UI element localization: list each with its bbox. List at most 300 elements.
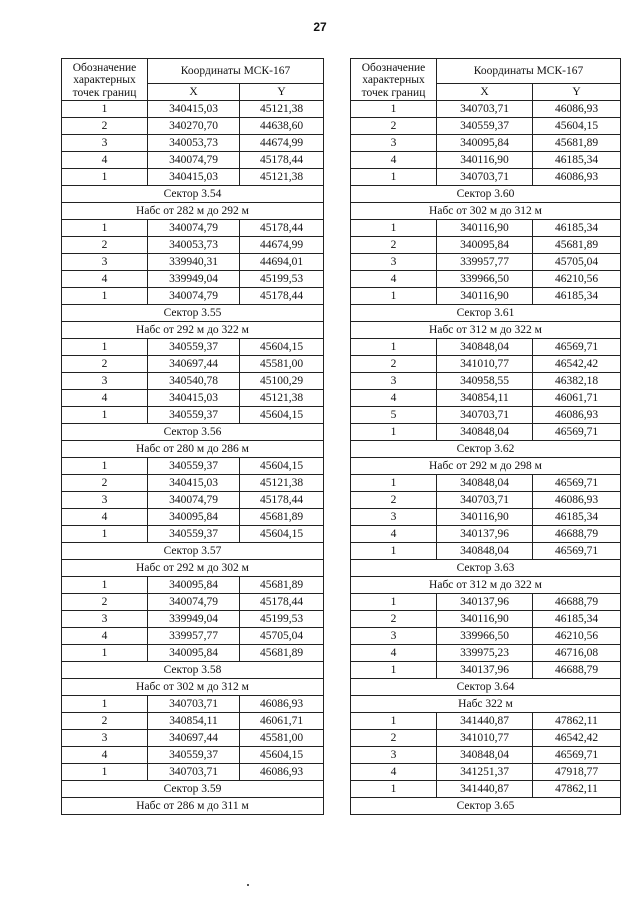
- section-title: Сектор 3.54: [62, 186, 324, 203]
- section-row: [62, 305, 324, 322]
- y-value: 45681,89: [240, 509, 324, 526]
- table-row: [351, 713, 621, 730]
- y-value: 46185,34: [533, 611, 621, 628]
- section-title: Сектор 3.55: [62, 305, 324, 322]
- point-number: 4: [351, 526, 437, 543]
- table-row: [351, 492, 621, 509]
- x-value: 340074,79: [148, 152, 240, 169]
- point-number: 1: [351, 424, 437, 441]
- point-number: 4: [351, 152, 437, 169]
- table-header-row: [62, 59, 324, 84]
- point-number: 3: [351, 373, 437, 390]
- section-row: [62, 203, 324, 220]
- section-title: Сектор 3.59: [62, 781, 324, 798]
- point-number: 4: [351, 390, 437, 407]
- y-value: 46569,71: [533, 424, 621, 441]
- x-value: 340703,71: [437, 492, 533, 509]
- point-number: 1: [62, 526, 148, 543]
- section-row: [351, 441, 621, 458]
- table-row: [351, 645, 621, 662]
- y-value: 46210,56: [533, 271, 621, 288]
- y-value: 45681,89: [240, 577, 324, 594]
- point-number: 4: [62, 628, 148, 645]
- table-row: [62, 169, 324, 186]
- x-value: 340137,96: [437, 594, 533, 611]
- x-header: X: [148, 84, 240, 101]
- point-number: 4: [62, 509, 148, 526]
- y-value: 46688,79: [533, 594, 621, 611]
- x-value: 340095,84: [437, 135, 533, 152]
- section-row: [351, 305, 621, 322]
- table-row: [351, 424, 621, 441]
- table-row: [351, 509, 621, 526]
- x-value: 341251,37: [437, 764, 533, 781]
- table-row: [62, 237, 324, 254]
- section-row: [62, 798, 324, 815]
- y-value: 46086,93: [240, 764, 324, 781]
- section-row: [351, 577, 621, 594]
- table-row: [62, 271, 324, 288]
- x-value: 340854,11: [437, 390, 533, 407]
- table-row: [62, 645, 324, 662]
- section-title: Сектор 3.64: [351, 679, 621, 696]
- table-row: [62, 220, 324, 237]
- x-value: 340095,84: [437, 237, 533, 254]
- x-value: 340074,79: [148, 594, 240, 611]
- coords-system-header: Координаты МСК-167: [437, 59, 621, 84]
- section-title: Сектор 3.63: [351, 560, 621, 577]
- point-number: 1: [62, 645, 148, 662]
- y-value: 44674,99: [240, 135, 324, 152]
- point-number: 3: [62, 492, 148, 509]
- point-number: 4: [62, 271, 148, 288]
- table-row: [62, 458, 324, 475]
- y-value: 46086,93: [533, 101, 621, 118]
- y-value: 46569,71: [533, 339, 621, 356]
- section-row: [351, 458, 621, 475]
- y-value: 46542,42: [533, 356, 621, 373]
- point-number: 4: [62, 152, 148, 169]
- y-value: 45178,44: [240, 152, 324, 169]
- point-label-header: Обозначение характерных точек границ: [62, 59, 148, 101]
- table-row: [62, 288, 324, 305]
- section-title: Сектор 3.58: [62, 662, 324, 679]
- table-row: [351, 339, 621, 356]
- table-row: [351, 407, 621, 424]
- table-row: [351, 526, 621, 543]
- point-number: 4: [351, 271, 437, 288]
- y-value: 46185,34: [533, 152, 621, 169]
- table-row: [62, 356, 324, 373]
- point-number: 2: [62, 594, 148, 611]
- section-title: Сектор 3.62: [351, 441, 621, 458]
- section-row: [62, 424, 324, 441]
- table-row: [62, 747, 324, 764]
- x-value: 340137,96: [437, 662, 533, 679]
- point-number: 1: [62, 101, 148, 118]
- table-row: [351, 135, 621, 152]
- point-number: 2: [351, 118, 437, 135]
- section-row: [351, 679, 621, 696]
- x-value: 340848,04: [437, 543, 533, 560]
- y-value: 46185,34: [533, 288, 621, 305]
- section-title: Набс от 280 м до 286 м: [62, 441, 324, 458]
- table-row: [351, 169, 621, 186]
- x-value: 340053,73: [148, 237, 240, 254]
- x-value: 340848,04: [437, 747, 533, 764]
- x-value: 340703,71: [437, 407, 533, 424]
- y-value: 45121,38: [240, 390, 324, 407]
- table-row: [62, 764, 324, 781]
- table-row: [351, 390, 621, 407]
- point-number: 2: [62, 475, 148, 492]
- point-number: 2: [351, 611, 437, 628]
- section-row: [62, 322, 324, 339]
- x-value: 340116,90: [437, 288, 533, 305]
- y-value: 46569,71: [533, 543, 621, 560]
- table-row: [351, 475, 621, 492]
- point-number: 1: [62, 764, 148, 781]
- x-value: 340559,37: [437, 118, 533, 135]
- section-row: [351, 798, 621, 815]
- y-value: 45121,38: [240, 169, 324, 186]
- point-number: 1: [62, 458, 148, 475]
- table-row: [62, 118, 324, 135]
- table-row: [62, 135, 324, 152]
- table-row: [351, 781, 621, 798]
- point-number: 1: [351, 475, 437, 492]
- y-header: Y: [240, 84, 324, 101]
- point-number: 4: [351, 764, 437, 781]
- section-title: Набс от 292 м до 322 м: [62, 322, 324, 339]
- x-value: 341440,87: [437, 713, 533, 730]
- section-row: [62, 781, 324, 798]
- y-value: 45681,89: [533, 237, 621, 254]
- point-number: 2: [351, 237, 437, 254]
- y-value: 45705,04: [240, 628, 324, 645]
- x-value: 339975,23: [437, 645, 533, 662]
- point-number: 1: [351, 662, 437, 679]
- table-row: [62, 594, 324, 611]
- table-row: [351, 288, 621, 305]
- x-value: 340697,44: [148, 730, 240, 747]
- y-value: 46185,34: [533, 220, 621, 237]
- y-value: 45705,04: [533, 254, 621, 271]
- table-row: [62, 254, 324, 271]
- y-value: 45604,15: [240, 339, 324, 356]
- section-title: Сектор 3.61: [351, 305, 621, 322]
- point-number: 1: [351, 339, 437, 356]
- y-value: 46185,34: [533, 509, 621, 526]
- x-value: 340703,71: [437, 169, 533, 186]
- x-value: 339949,04: [148, 611, 240, 628]
- table-row: [62, 611, 324, 628]
- table-row: [351, 101, 621, 118]
- y-value: 45178,44: [240, 594, 324, 611]
- y-value: 45681,89: [240, 645, 324, 662]
- point-number: 2: [351, 356, 437, 373]
- coordinates-table-left: [61, 58, 324, 815]
- table-row: [351, 730, 621, 747]
- table-row: [351, 747, 621, 764]
- y-value: 44694,01: [240, 254, 324, 271]
- table-row: [351, 220, 621, 237]
- y-value: 45199,53: [240, 611, 324, 628]
- y-value: 46061,71: [240, 713, 324, 730]
- x-value: 340074,79: [148, 492, 240, 509]
- point-number: 1: [351, 220, 437, 237]
- point-number: 1: [351, 713, 437, 730]
- x-value: 340074,79: [148, 288, 240, 305]
- y-value: 45581,00: [240, 730, 324, 747]
- point-number: 3: [351, 254, 437, 271]
- point-number: 1: [62, 339, 148, 356]
- x-value: 340116,90: [437, 509, 533, 526]
- point-number: 1: [62, 696, 148, 713]
- point-number: 3: [62, 254, 148, 271]
- x-value: 340559,37: [148, 526, 240, 543]
- x-value: 340540,78: [148, 373, 240, 390]
- x-value: 340095,84: [148, 645, 240, 662]
- y-value: 46086,93: [533, 169, 621, 186]
- section-row: [62, 543, 324, 560]
- coords-system-header: Координаты МСК-167: [148, 59, 324, 84]
- x-value: 340074,79: [148, 220, 240, 237]
- point-number: 1: [351, 543, 437, 560]
- point-number: 2: [62, 118, 148, 135]
- point-number: 2: [62, 356, 148, 373]
- table-row: [351, 373, 621, 390]
- point-number: 4: [62, 747, 148, 764]
- table-row: [62, 713, 324, 730]
- table-row: [62, 373, 324, 390]
- y-value: 46542,42: [533, 730, 621, 747]
- point-number: 2: [62, 237, 148, 254]
- table-row: [62, 390, 324, 407]
- y-value: 46086,93: [533, 407, 621, 424]
- table-row: [351, 764, 621, 781]
- point-number: 3: [351, 135, 437, 152]
- y-value: 46569,71: [533, 475, 621, 492]
- x-value: 340703,71: [437, 101, 533, 118]
- table-row: [62, 339, 324, 356]
- section-title: Набс от 292 м до 298 м: [351, 458, 621, 475]
- section-title: Набс от 282 м до 292 м: [62, 203, 324, 220]
- y-value: 46688,79: [533, 526, 621, 543]
- x-value: 340703,71: [148, 764, 240, 781]
- x-value: 340415,03: [148, 390, 240, 407]
- x-header: X: [437, 84, 533, 101]
- y-value: 47862,11: [533, 713, 621, 730]
- y-value: 45100,29: [240, 373, 324, 390]
- point-number: 2: [351, 492, 437, 509]
- section-title: Набс от 302 м до 312 м: [351, 203, 621, 220]
- section-row: [62, 186, 324, 203]
- point-number: 1: [62, 220, 148, 237]
- table-row: [62, 696, 324, 713]
- x-value: 340703,71: [148, 696, 240, 713]
- table-row: [351, 118, 621, 135]
- table-row: [351, 271, 621, 288]
- y-value: 46061,71: [533, 390, 621, 407]
- y-value: 45178,44: [240, 288, 324, 305]
- x-value: 339966,50: [437, 628, 533, 645]
- y-value: 45604,15: [533, 118, 621, 135]
- y-value: 45604,15: [240, 747, 324, 764]
- point-label-header: Обозначение характерных точек границ: [351, 59, 437, 101]
- y-value: 45178,44: [240, 492, 324, 509]
- right-table-body: [351, 59, 621, 815]
- y-value: 45604,15: [240, 458, 324, 475]
- y-value: 46569,71: [533, 747, 621, 764]
- point-number: 3: [62, 373, 148, 390]
- point-number: 4: [62, 390, 148, 407]
- section-title: Сектор 3.60: [351, 186, 621, 203]
- point-number: 1: [351, 594, 437, 611]
- point-number: 3: [62, 611, 148, 628]
- section-title: Набс от 292 м до 302 м: [62, 560, 324, 577]
- point-number: 3: [351, 747, 437, 764]
- table-row: [62, 509, 324, 526]
- x-value: 340848,04: [437, 424, 533, 441]
- section-row: [351, 696, 621, 713]
- table-header-row: [351, 59, 621, 84]
- section-title: Набс от 312 м до 322 м: [351, 577, 621, 594]
- y-value: 47918,77: [533, 764, 621, 781]
- table-row: [351, 611, 621, 628]
- x-value: 340559,37: [148, 458, 240, 475]
- x-value: 339957,77: [148, 628, 240, 645]
- y-value: 46086,93: [533, 492, 621, 509]
- point-number: 1: [351, 288, 437, 305]
- x-value: 340848,04: [437, 339, 533, 356]
- y-value: 46382,18: [533, 373, 621, 390]
- y-value: 47862,11: [533, 781, 621, 798]
- x-value: 340095,84: [148, 577, 240, 594]
- x-value: 340415,03: [148, 101, 240, 118]
- y-value: 44674,99: [240, 237, 324, 254]
- point-number: 3: [62, 135, 148, 152]
- y-value: 46210,56: [533, 628, 621, 645]
- table-row: [62, 577, 324, 594]
- x-value: 341010,77: [437, 730, 533, 747]
- point-number: 3: [351, 509, 437, 526]
- x-value: 340848,04: [437, 475, 533, 492]
- table-row: [351, 594, 621, 611]
- y-header: Y: [533, 84, 621, 101]
- x-value: 340095,84: [148, 509, 240, 526]
- x-value: 340415,03: [148, 169, 240, 186]
- section-row: [62, 441, 324, 458]
- section-row: [351, 186, 621, 203]
- section-title: Набс 322 м: [351, 696, 621, 713]
- point-number: 4: [351, 645, 437, 662]
- point-number: 1: [62, 169, 148, 186]
- point-number: 1: [62, 288, 148, 305]
- table-row: [351, 628, 621, 645]
- section-row: [351, 560, 621, 577]
- section-title: Набс от 312 м до 322 м: [351, 322, 621, 339]
- y-value: 44638,60: [240, 118, 324, 135]
- table-row: [62, 730, 324, 747]
- x-value: 340270,70: [148, 118, 240, 135]
- x-value: 340415,03: [148, 475, 240, 492]
- y-value: 45604,15: [240, 526, 324, 543]
- y-value: 46716,08: [533, 645, 621, 662]
- section-title: Сектор 3.65: [351, 798, 621, 815]
- section-row: [62, 662, 324, 679]
- point-number: 1: [351, 781, 437, 798]
- point-number: 1: [62, 577, 148, 594]
- x-value: 340958,55: [437, 373, 533, 390]
- section-title: Набс от 302 м до 312 м: [62, 679, 324, 696]
- table-row: [351, 152, 621, 169]
- table-row: [62, 526, 324, 543]
- x-value: 340559,37: [148, 339, 240, 356]
- y-value: 46086,93: [240, 696, 324, 713]
- point-number: 1: [351, 101, 437, 118]
- section-row: [62, 679, 324, 696]
- x-value: 340559,37: [148, 747, 240, 764]
- x-value: 340137,96: [437, 526, 533, 543]
- y-value: 45121,38: [240, 101, 324, 118]
- x-value: 339949,04: [148, 271, 240, 288]
- x-value: 340116,90: [437, 611, 533, 628]
- section-row: [351, 203, 621, 220]
- point-number: 2: [62, 713, 148, 730]
- x-value: 340697,44: [148, 356, 240, 373]
- left-table-body: [62, 59, 324, 815]
- y-value: 46688,79: [533, 662, 621, 679]
- table-row: [62, 492, 324, 509]
- table-row: [351, 662, 621, 679]
- point-number: 1: [62, 407, 148, 424]
- x-value: 339940,31: [148, 254, 240, 271]
- table-row: [351, 237, 621, 254]
- x-value: 340116,90: [437, 220, 533, 237]
- table-row: [62, 101, 324, 118]
- section-row: [351, 322, 621, 339]
- point-number: 3: [62, 730, 148, 747]
- x-value: 340116,90: [437, 152, 533, 169]
- y-value: 45199,53: [240, 271, 324, 288]
- point-number: 2: [351, 730, 437, 747]
- table-row: [62, 407, 324, 424]
- scan-speck: [247, 884, 249, 886]
- table-row: [62, 475, 324, 492]
- coordinates-table-right: [350, 58, 621, 815]
- x-value: 340854,11: [148, 713, 240, 730]
- point-number: 3: [351, 628, 437, 645]
- y-value: 45581,00: [240, 356, 324, 373]
- section-row: [62, 560, 324, 577]
- section-title: Сектор 3.57: [62, 543, 324, 560]
- x-value: 341010,77: [437, 356, 533, 373]
- y-value: 45604,15: [240, 407, 324, 424]
- section-title: Набс от 286 м до 311 м: [62, 798, 324, 815]
- page-number: 27: [313, 20, 327, 34]
- table-row: [62, 628, 324, 645]
- x-value: 340053,73: [148, 135, 240, 152]
- point-number: 5: [351, 407, 437, 424]
- x-value: 340559,37: [148, 407, 240, 424]
- y-value: 45681,89: [533, 135, 621, 152]
- y-value: 45178,44: [240, 220, 324, 237]
- table-row: [62, 152, 324, 169]
- point-number: 1: [351, 169, 437, 186]
- table-row: [351, 254, 621, 271]
- x-value: 339957,77: [437, 254, 533, 271]
